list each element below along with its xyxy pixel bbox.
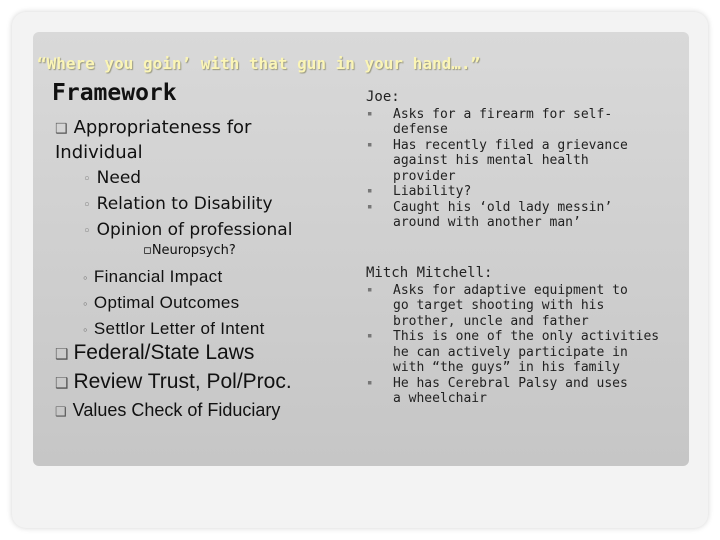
bullet-values-check: [55, 400, 280, 421]
square-bullet-icon: ▫: [143, 243, 152, 258]
case-bullet-line: Has recently filed a grievance: [393, 137, 628, 153]
case-bullet: [366, 376, 659, 407]
bullet-text: Review Trust, Pol/Proc.: [73, 370, 292, 393]
framework-heading: Framework: [52, 80, 177, 106]
case-bullet-line: brother, uncle and father: [393, 313, 589, 329]
dot-bullet-icon: ▪: [367, 139, 373, 150]
case-bullet: [366, 107, 628, 138]
bullet-text-continued: Individual: [55, 142, 143, 163]
ring-bullet-icon: ◦: [83, 198, 91, 213]
case-bullet: [366, 329, 659, 376]
checkbox-bullet-icon: ❑: [55, 121, 68, 137]
bullet-text: Federal/State Laws: [73, 341, 255, 364]
case-bullet-line: he can actively participate in: [393, 344, 628, 360]
case-bullet-line: This is one of the only activities: [393, 329, 660, 344]
subbullet-text: Opinion of professional: [96, 220, 293, 240]
bullet-federal-laws: [55, 341, 254, 365]
subbullet-settlor: [83, 316, 265, 342]
case-bullet-line: Caught his ‘old lady messin’: [393, 199, 613, 215]
subbullet-list-a: [83, 166, 292, 244]
case-bullet-line: Liability?: [393, 184, 472, 199]
subbullet-outcomes: [83, 290, 265, 316]
subbullet-list-b: [83, 264, 265, 342]
bullet-text: Values Check of Fiduciary: [72, 400, 281, 420]
ring-bullet-icon: ◦: [83, 296, 88, 311]
bullet-review-trust: [55, 370, 292, 394]
case-bullet: [366, 200, 628, 231]
case-bullet-line: against his mental health: [393, 153, 589, 168]
dot-bullet-icon: ▪: [367, 331, 373, 341]
case-bullet: [366, 283, 659, 330]
bullet-text: Appropriateness for: [73, 117, 252, 138]
case-name: Mitch Mitchell:: [366, 265, 493, 281]
dot-bullet-icon: ▪: [367, 284, 373, 295]
case-bullet-line: go target shooting with his: [393, 298, 605, 313]
subbullet-text: Relation to Disability: [96, 194, 273, 214]
ring-bullet-icon: ◦: [83, 224, 91, 239]
case-bullet-line: He has Cerebral Palsy and uses: [393, 375, 628, 391]
case-bullet-line: provider: [393, 168, 456, 184]
dot-bullet-icon: ▪: [367, 201, 373, 212]
ring-bullet-icon: ◦: [83, 322, 88, 337]
subbullet-relation: [83, 192, 292, 218]
subsubbullet-neuropsych: [143, 243, 236, 258]
subbullet-text: Optimal Outcomes: [93, 293, 240, 312]
case-bullet-line: Asks for adaptive equipment to: [393, 282, 628, 298]
subbullet-text: Need: [96, 168, 142, 188]
slide-banner-title: “Where you goin’ with that gun in your hand….”: [37, 54, 481, 73]
case-joe: [366, 90, 628, 231]
dot-bullet-icon: ▪: [367, 108, 373, 119]
case-bullet: [366, 138, 628, 185]
checkbox-bullet-icon: ❑: [55, 404, 67, 419]
checkbox-bullet-icon: ❑: [55, 375, 69, 392]
case-name: Joe:: [366, 89, 400, 105]
subbullet-text: Financial Impact: [93, 267, 223, 286]
dot-bullet-icon: ▪: [367, 186, 373, 196]
subbullet-financial: [83, 264, 265, 290]
ring-bullet-icon: ◦: [83, 270, 88, 285]
case-bullet-line: defense: [393, 122, 448, 137]
subbullet-text: Settlor Letter of Intent: [93, 319, 265, 338]
subbullet-need: [83, 166, 292, 192]
case-bullet-line: with “the guys” in his family: [393, 360, 620, 375]
dot-bullet-icon: ▪: [367, 377, 373, 388]
ring-bullet-icon: ◦: [83, 172, 91, 187]
bullet-appropriateness: [55, 116, 251, 165]
subbullet-opinion: [83, 218, 292, 244]
case-bullet: [366, 184, 628, 200]
subsubbullet-text: Neuropsych?: [151, 243, 236, 258]
checkbox-bullet-icon: ❑: [55, 346, 69, 363]
case-bullet-line: a wheelchair: [393, 391, 487, 406]
case-mitch: [366, 266, 659, 407]
case-bullet-line: around with another man’: [393, 215, 581, 230]
case-bullet-line: Asks for a firearm for self-: [393, 106, 613, 122]
